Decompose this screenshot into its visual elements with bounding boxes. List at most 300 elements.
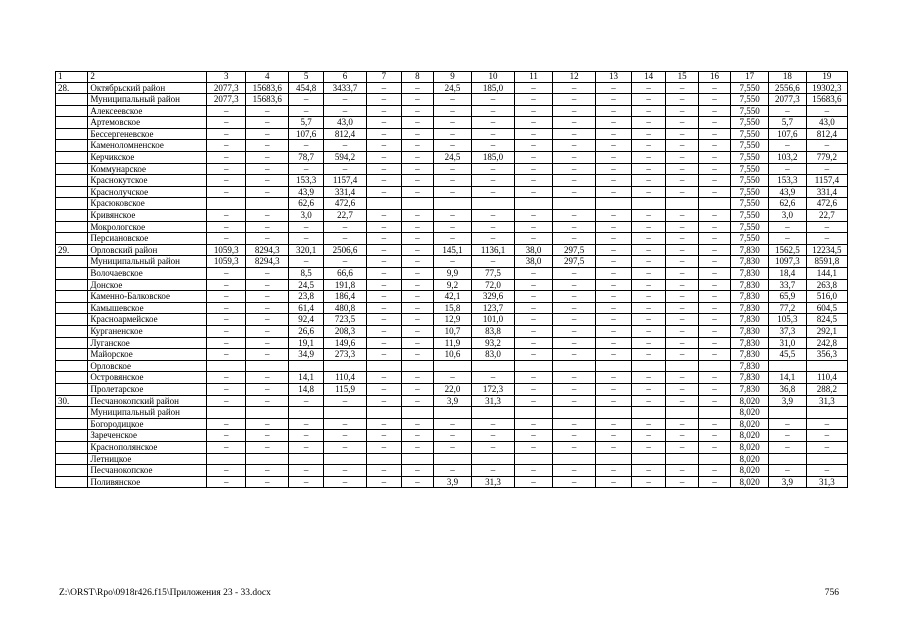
- table-cell: –: [401, 210, 433, 222]
- table-cell: –: [631, 105, 666, 117]
- table-cell: 8,020: [731, 407, 769, 419]
- table-row: [56, 244, 848, 256]
- table-row: [56, 465, 848, 477]
- table-cell: –: [631, 94, 666, 106]
- table-cell: –: [434, 175, 472, 187]
- table-cell: 9,2: [434, 279, 472, 291]
- table-cell: [56, 465, 88, 477]
- table-cell: –: [698, 140, 730, 152]
- table-cell: [246, 407, 289, 419]
- table-cell: –: [666, 244, 698, 256]
- table-cell: –: [631, 349, 666, 361]
- table-cell: –: [246, 105, 289, 117]
- table-cell: –: [806, 140, 847, 152]
- table-cell: –: [698, 325, 730, 337]
- table-cell: –: [207, 372, 246, 384]
- table-cell: –: [434, 465, 472, 477]
- table-cell: –: [698, 163, 730, 175]
- table-cell: –: [289, 418, 324, 430]
- table-cell: Бессергеневское: [88, 128, 207, 140]
- table-cell: –: [401, 244, 433, 256]
- table-cell: –: [769, 441, 807, 453]
- table-cell: [515, 407, 553, 419]
- table-cell: 7,830: [731, 325, 769, 337]
- table-cell: [56, 140, 88, 152]
- table-cell: –: [515, 82, 553, 94]
- table-cell: –: [666, 314, 698, 326]
- table-cell: –: [401, 233, 433, 245]
- table-cell: –: [471, 105, 514, 117]
- table-cell: –: [471, 186, 514, 198]
- table-cell: [56, 94, 88, 106]
- table-cell: 454,8: [289, 82, 324, 94]
- table-cell: –: [471, 163, 514, 175]
- table-cell: –: [769, 163, 807, 175]
- table-cell: [56, 291, 88, 303]
- table-cell: 7,550: [731, 175, 769, 187]
- table-cell: –: [289, 441, 324, 453]
- table-cell: 172,3: [471, 383, 514, 395]
- table-cell: –: [367, 94, 402, 106]
- table-cell: 123,7: [471, 302, 514, 314]
- table-cell: 9: [434, 72, 472, 83]
- table-cell: –: [631, 418, 666, 430]
- table-cell: –: [367, 395, 402, 407]
- table-cell: [56, 163, 88, 175]
- table-cell: –: [289, 465, 324, 477]
- table-cell: –: [515, 395, 553, 407]
- data-table: [55, 71, 848, 488]
- table-cell: [434, 407, 472, 419]
- table-cell: [434, 360, 472, 372]
- table-cell: Летницкое: [88, 453, 207, 465]
- table-cell: [56, 175, 88, 187]
- table-cell: –: [515, 117, 553, 129]
- table-cell: 2077,3: [769, 94, 807, 106]
- table-cell: [552, 407, 595, 419]
- table-cell: 7,550: [731, 198, 769, 210]
- table-cell: 145,1: [434, 244, 472, 256]
- table-cell: –: [401, 337, 433, 349]
- table-cell: –: [434, 256, 472, 268]
- table-cell: –: [666, 302, 698, 314]
- table-cell: 15: [666, 72, 698, 83]
- table-cell: [367, 407, 402, 419]
- table-cell: 723,5: [323, 314, 366, 326]
- table-row: [56, 279, 848, 291]
- table-cell: 7,550: [731, 163, 769, 175]
- table-cell: –: [666, 210, 698, 222]
- table-cell: –: [246, 418, 289, 430]
- table-cell: –: [246, 117, 289, 129]
- table-cell: [769, 360, 807, 372]
- table-cell: 43,0: [323, 117, 366, 129]
- table-body: [56, 72, 848, 488]
- table-cell: –: [596, 395, 632, 407]
- table-cell: –: [666, 186, 698, 198]
- table-cell: –: [471, 94, 514, 106]
- table-cell: 23,8: [289, 291, 324, 303]
- table-cell: –: [806, 418, 847, 430]
- table-cell: –: [246, 268, 289, 280]
- table-cell: –: [515, 302, 553, 314]
- table-cell: –: [246, 476, 289, 488]
- table-cell: –: [666, 430, 698, 442]
- table-cell: [56, 210, 88, 222]
- table-cell: –: [596, 186, 632, 198]
- table-cell: 8294,3: [246, 256, 289, 268]
- table-cell: [596, 198, 632, 210]
- table-cell: –: [515, 163, 553, 175]
- table-cell: –: [246, 163, 289, 175]
- table-cell: –: [515, 441, 553, 453]
- table-cell: –: [596, 268, 632, 280]
- table-cell: –: [471, 128, 514, 140]
- table-cell: –: [666, 152, 698, 164]
- table-row: [56, 198, 848, 210]
- table-cell: 3: [207, 72, 246, 83]
- table-cell: –: [698, 314, 730, 326]
- table-cell: 824,5: [806, 314, 847, 326]
- table-cell: –: [666, 117, 698, 129]
- table-cell: –: [515, 140, 553, 152]
- table-cell: –: [367, 152, 402, 164]
- table-cell: –: [698, 337, 730, 349]
- table-cell: –: [596, 325, 632, 337]
- table-cell: –: [401, 418, 433, 430]
- table-cell: –: [207, 140, 246, 152]
- table-cell: –: [434, 233, 472, 245]
- table-row: [56, 128, 848, 140]
- table-cell: –: [246, 337, 289, 349]
- table-cell: –: [401, 349, 433, 361]
- table-cell: [434, 453, 472, 465]
- table-cell: –: [515, 430, 553, 442]
- table-cell: [666, 407, 698, 419]
- table-cell: [367, 198, 402, 210]
- table-cell: –: [401, 256, 433, 268]
- table-row: [56, 152, 848, 164]
- table-cell: –: [698, 383, 730, 395]
- table-cell: 7,550: [731, 140, 769, 152]
- table-cell: –: [246, 128, 289, 140]
- table-cell: –: [367, 268, 402, 280]
- table-row: [56, 140, 848, 152]
- table-cell: –: [666, 221, 698, 233]
- table-cell: 7,830: [731, 291, 769, 303]
- table-cell: –: [631, 117, 666, 129]
- table-cell: 1136,1: [471, 244, 514, 256]
- table-cell: –: [207, 314, 246, 326]
- table-cell: 356,3: [806, 349, 847, 361]
- table-cell: [56, 337, 88, 349]
- table-cell: 66,6: [323, 268, 366, 280]
- table-cell: –: [631, 337, 666, 349]
- table-cell: 83,8: [471, 325, 514, 337]
- table-cell: 7,830: [731, 349, 769, 361]
- table-cell: Богородицкое: [88, 418, 207, 430]
- table-cell: –: [666, 82, 698, 94]
- table-cell: 185,0: [471, 82, 514, 94]
- table-cell: –: [207, 418, 246, 430]
- table-cell: –: [401, 302, 433, 314]
- table-cell: Персиановское: [88, 233, 207, 245]
- table-cell: [56, 198, 88, 210]
- table-cell: –: [367, 244, 402, 256]
- table-cell: –: [806, 105, 847, 117]
- table-cell: –: [631, 210, 666, 222]
- table-cell: 8591,8: [806, 256, 847, 268]
- table-cell: –: [552, 105, 595, 117]
- table-row: [56, 82, 848, 94]
- table-cell: –: [596, 105, 632, 117]
- table-cell: –: [323, 94, 366, 106]
- table-cell: Донское: [88, 279, 207, 291]
- table-cell: [631, 453, 666, 465]
- table-cell: [56, 256, 88, 268]
- table-cell: [323, 453, 366, 465]
- table-row: [56, 372, 848, 384]
- table-cell: –: [246, 279, 289, 291]
- table-cell: 8,020: [731, 453, 769, 465]
- table-cell: 263,8: [806, 279, 847, 291]
- table-cell: –: [596, 418, 632, 430]
- table-cell: –: [246, 430, 289, 442]
- table-cell: 24,5: [434, 152, 472, 164]
- table-cell: 43,0: [806, 117, 847, 129]
- table-cell: [56, 349, 88, 361]
- table-cell: 107,6: [769, 128, 807, 140]
- page-number: 756: [824, 588, 839, 598]
- table-cell: 7,830: [731, 337, 769, 349]
- table-cell: [471, 453, 514, 465]
- table-cell: –: [552, 117, 595, 129]
- table-cell: 83,0: [471, 349, 514, 361]
- table-cell: –: [596, 476, 632, 488]
- table-cell: [56, 453, 88, 465]
- table-row: [56, 395, 848, 407]
- table-cell: –: [666, 465, 698, 477]
- table-cell: 3,9: [434, 395, 472, 407]
- table-cell: –: [596, 337, 632, 349]
- table-cell: –: [367, 372, 402, 384]
- table-cell: [698, 407, 730, 419]
- table-cell: 6: [323, 72, 366, 83]
- table-cell: [56, 407, 88, 419]
- table-cell: –: [367, 256, 402, 268]
- table-cell: [631, 407, 666, 419]
- table-cell: [56, 372, 88, 384]
- table-cell: –: [401, 314, 433, 326]
- table-cell: –: [401, 128, 433, 140]
- table-cell: [207, 453, 246, 465]
- table-cell: –: [666, 268, 698, 280]
- table-cell: –: [323, 105, 366, 117]
- table-cell: –: [552, 186, 595, 198]
- table-cell: Островянское: [88, 372, 207, 384]
- table-cell: 62,6: [769, 198, 807, 210]
- table-cell: –: [552, 210, 595, 222]
- table-cell: –: [631, 279, 666, 291]
- table-cell: 31,3: [806, 395, 847, 407]
- table-cell: 15,8: [434, 302, 472, 314]
- table-cell: [631, 198, 666, 210]
- table-cell: 153,3: [769, 175, 807, 187]
- table-row: [56, 476, 848, 488]
- table-row: [56, 453, 848, 465]
- table-cell: 8,020: [731, 430, 769, 442]
- table-row: [56, 221, 848, 233]
- table-cell: –: [289, 430, 324, 442]
- table-cell: 103,2: [769, 152, 807, 164]
- table-cell: Октябрьский район: [88, 82, 207, 94]
- table-cell: –: [367, 105, 402, 117]
- table-cell: –: [596, 256, 632, 268]
- table-cell: [56, 360, 88, 372]
- table-cell: –: [401, 430, 433, 442]
- table-cell: [56, 302, 88, 314]
- table-cell: Песчанокопское: [88, 465, 207, 477]
- table-row: [56, 94, 848, 106]
- table-cell: –: [552, 152, 595, 164]
- table-cell: –: [207, 465, 246, 477]
- table-cell: Красюковское: [88, 198, 207, 210]
- table-cell: [596, 453, 632, 465]
- table-cell: 45,5: [769, 349, 807, 361]
- table-cell: –: [552, 441, 595, 453]
- table-cell: –: [367, 128, 402, 140]
- table-cell: 1157,4: [323, 175, 366, 187]
- table-cell: –: [806, 430, 847, 442]
- table-cell: –: [246, 302, 289, 314]
- table-cell: –: [552, 291, 595, 303]
- table-cell: –: [596, 314, 632, 326]
- table-header-row: [56, 72, 848, 83]
- table-cell: 331,4: [806, 186, 847, 198]
- table-cell: –: [698, 175, 730, 187]
- table-cell: 43,9: [769, 186, 807, 198]
- table-cell: –: [698, 94, 730, 106]
- table-cell: 22,7: [806, 210, 847, 222]
- table-cell: –: [401, 94, 433, 106]
- table-cell: 331,4: [323, 186, 366, 198]
- table-cell: 24,5: [434, 82, 472, 94]
- table-row: [56, 302, 848, 314]
- table-cell: –: [207, 325, 246, 337]
- table-cell: –: [806, 163, 847, 175]
- table-cell: –: [666, 163, 698, 175]
- table-cell: –: [552, 128, 595, 140]
- table-cell: 115,9: [323, 383, 366, 395]
- table-cell: –: [401, 279, 433, 291]
- table-cell: 5: [289, 72, 324, 83]
- table-cell: 2556,6: [769, 82, 807, 94]
- table-cell: Муниципальный район: [88, 256, 207, 268]
- table-cell: 812,4: [806, 128, 847, 140]
- table-cell: –: [515, 175, 553, 187]
- table-cell: 7,550: [731, 82, 769, 94]
- table-cell: –: [698, 210, 730, 222]
- table-cell: –: [323, 465, 366, 477]
- table-cell: 1157,4: [806, 175, 847, 187]
- table-cell: 2077,3: [207, 94, 246, 106]
- table-cell: –: [552, 395, 595, 407]
- table-cell: –: [367, 337, 402, 349]
- table-cell: Пролетарское: [88, 383, 207, 395]
- table-cell: –: [698, 128, 730, 140]
- table-cell: –: [207, 383, 246, 395]
- table-cell: –: [631, 476, 666, 488]
- table-cell: –: [552, 314, 595, 326]
- table-cell: –: [596, 210, 632, 222]
- table-cell: –: [401, 268, 433, 280]
- table-row: [56, 186, 848, 198]
- table-cell: –: [631, 152, 666, 164]
- table-cell: 19,1: [289, 337, 324, 349]
- table-cell: –: [769, 465, 807, 477]
- table-cell: 78,7: [289, 152, 324, 164]
- table-cell: 11: [515, 72, 553, 83]
- table-cell: –: [515, 383, 553, 395]
- table-cell: 61,4: [289, 302, 324, 314]
- table-cell: 38,0: [515, 256, 553, 268]
- table-cell: –: [769, 233, 807, 245]
- table-cell: –: [401, 372, 433, 384]
- table-cell: –: [246, 314, 289, 326]
- table-cell: –: [596, 430, 632, 442]
- table-cell: [401, 198, 433, 210]
- table-cell: –: [596, 128, 632, 140]
- table-cell: –: [207, 152, 246, 164]
- table-cell: 1: [56, 72, 88, 83]
- table-cell: [698, 453, 730, 465]
- table-cell: –: [246, 395, 289, 407]
- table-cell: 8,020: [731, 465, 769, 477]
- table-cell: 14,8: [289, 383, 324, 395]
- table-cell: [698, 198, 730, 210]
- table-cell: [471, 407, 514, 419]
- table-cell: [769, 407, 807, 419]
- table-cell: 7,550: [731, 94, 769, 106]
- table-cell: –: [434, 221, 472, 233]
- table-cell: 15683,6: [806, 94, 847, 106]
- table-cell: 3,9: [769, 476, 807, 488]
- table-cell: [515, 453, 553, 465]
- table-cell: –: [631, 430, 666, 442]
- table-cell: –: [698, 117, 730, 129]
- table-cell: 7,830: [731, 244, 769, 256]
- table-cell: 7,550: [731, 105, 769, 117]
- table-cell: 14,1: [769, 372, 807, 384]
- table-cell: –: [596, 244, 632, 256]
- table-cell: 7,830: [731, 383, 769, 395]
- table-cell: 297,5: [552, 256, 595, 268]
- table-cell: –: [367, 186, 402, 198]
- table-row: [56, 430, 848, 442]
- table-cell: –: [246, 210, 289, 222]
- table-cell: 10: [471, 72, 514, 83]
- table-cell: –: [367, 476, 402, 488]
- table-cell: –: [515, 314, 553, 326]
- table-cell: –: [367, 210, 402, 222]
- table-cell: [56, 383, 88, 395]
- table-cell: –: [515, 325, 553, 337]
- table-cell: –: [401, 163, 433, 175]
- table-cell: –: [401, 175, 433, 187]
- table-cell: –: [289, 163, 324, 175]
- table-cell: [471, 198, 514, 210]
- table-cell: –: [698, 302, 730, 314]
